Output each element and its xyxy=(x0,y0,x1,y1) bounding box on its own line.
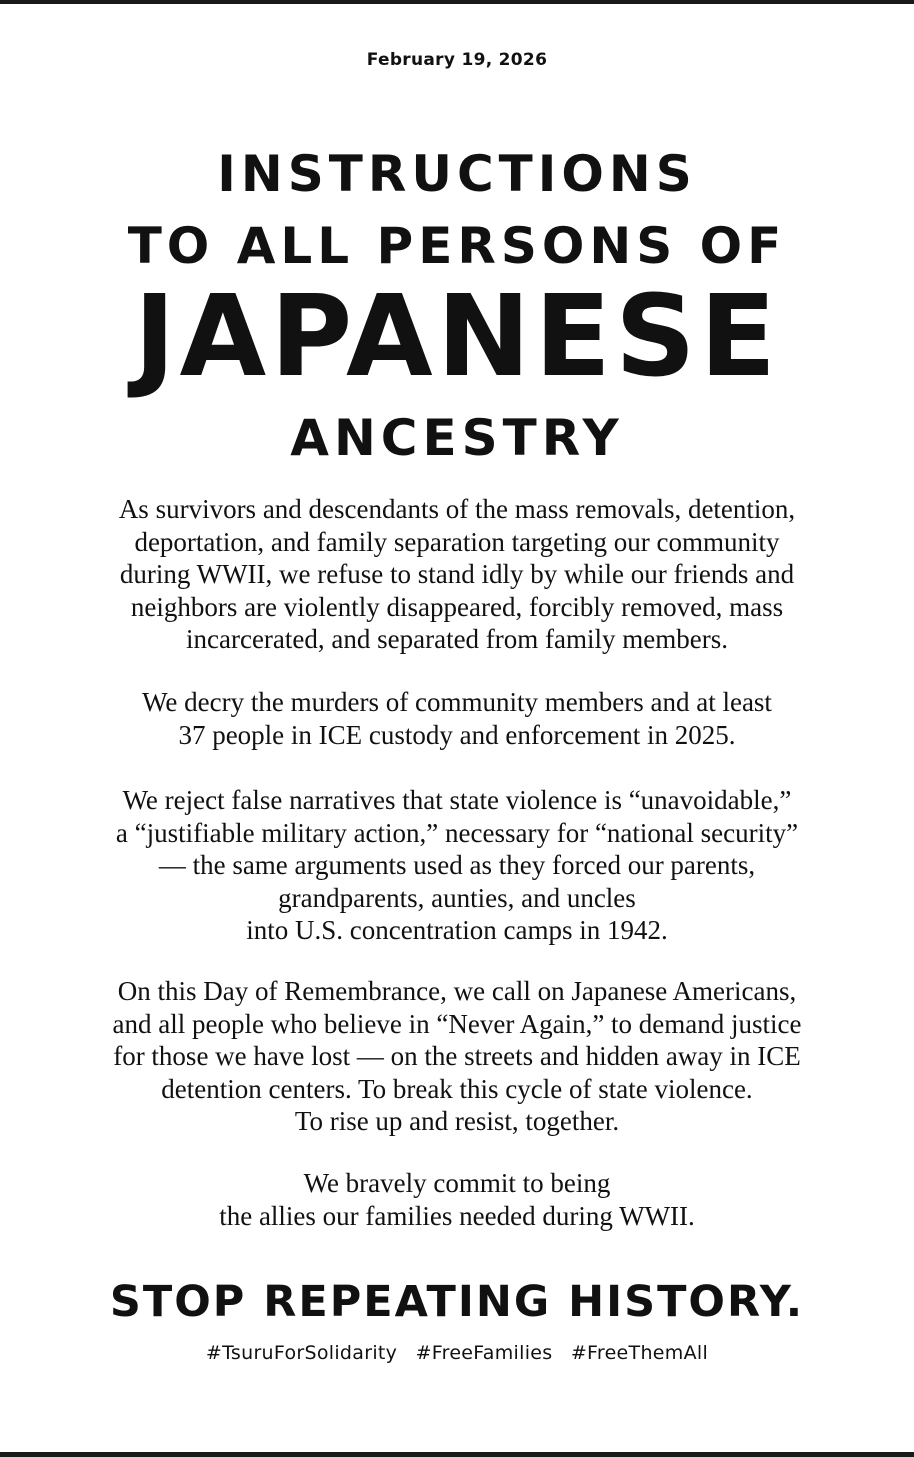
paragraph-line: incarcerated, and separated from family members. xyxy=(186,624,728,654)
paragraph-line: during WWII, we refuse to stand idly by while our friends and xyxy=(119,559,795,589)
hashtag-free-families: #FreeFamilies xyxy=(415,1342,553,1364)
paragraph-line: To rise up and resist, together. xyxy=(294,1106,620,1136)
notice-date: February 19, 2026 xyxy=(366,50,548,70)
title-line-japanese: JAPANESE xyxy=(133,272,781,402)
hashtag-tsuru-for-solidarity: #TsuruForSolidarity xyxy=(205,1342,398,1364)
paragraph-line: — the same arguments used as they forced our parents, xyxy=(158,850,756,880)
paragraph-line: into U.S. concentration camps in 1942. xyxy=(246,915,668,945)
title-line-ancestry: ANCESTRY xyxy=(290,409,624,467)
paragraph-line: We reject false narratives that state violence is “unavoidable,” xyxy=(122,785,792,815)
paragraph-commitment xyxy=(40,1167,874,1232)
paragraph-survivors xyxy=(40,493,874,656)
paragraph-line: We bravely commit to being xyxy=(303,1168,611,1198)
paragraph-line: detention centers. To break this cycle of state violence. xyxy=(161,1073,753,1104)
paragraph-line: On this Day of Remembrance, we call on Japanese Americans, xyxy=(117,976,797,1006)
paragraph-line: As survivors and descendants of the mass removals, detention, xyxy=(118,494,796,524)
paragraph-line: a “justifiable military action,” necessary for “national security” xyxy=(115,817,799,848)
title-line-instructions: INSTRUCTIONS xyxy=(217,145,697,203)
paragraph-line: and all people who believe in “Never Again,” to demand justice xyxy=(112,1008,802,1039)
paragraph-line: 37 people in ICE custody and enforcement in 2025. xyxy=(178,719,736,750)
title-line-to-all-persons: TO ALL PERSONS OF xyxy=(127,217,787,275)
paragraph-line: the allies our families needed during WWII. xyxy=(219,1200,695,1231)
paragraph-reject xyxy=(40,784,874,947)
paragraph-line: neighbors are violently disappeared, forcibly removed, mass xyxy=(130,591,784,622)
paragraph-line: We decry the murders of community members and at least xyxy=(142,687,772,717)
hashtag-free-them-all: #FreeThemAll xyxy=(570,1342,709,1364)
paragraph-decry xyxy=(40,686,874,751)
paragraph-line: grandparents, aunties, and uncles xyxy=(278,882,636,913)
notice-page xyxy=(0,4,914,1452)
closing-slogan: STOP REPEATING HISTORY. xyxy=(109,1277,805,1327)
hashtag-row xyxy=(0,1342,914,1364)
paragraph-day-of-remembrance xyxy=(40,975,874,1138)
paragraph-line: for those we have lost — on the streets and hidden away in ICE xyxy=(113,1041,801,1071)
paragraph-line: deportation, and family separation targeting our community xyxy=(134,526,780,557)
